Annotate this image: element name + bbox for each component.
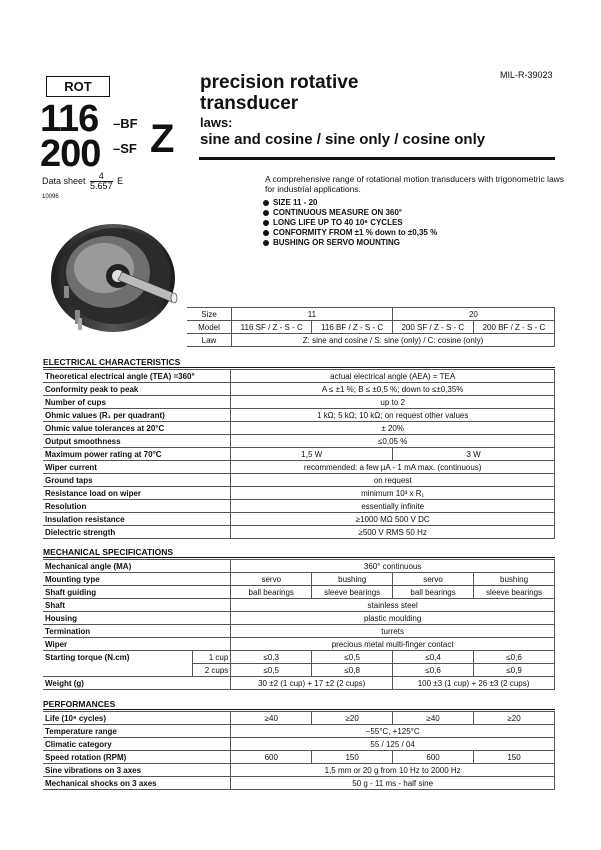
mil-standard: MIL-R-39023 — [500, 70, 553, 80]
spec-label: Ohmic values (R₁ per quadrant) — [43, 409, 231, 422]
spec-value: ball bearings — [393, 586, 474, 599]
spec-value: ≥500 V RMS 50 Hz — [231, 526, 555, 539]
spec-value: 3 W — [393, 448, 555, 461]
model-number-116: 116 — [40, 98, 99, 140]
spec-value: 150 — [312, 751, 393, 764]
data-sheet-label: Data sheet — [42, 175, 86, 186]
intro-text: A comprehensive range of rotational motion transducers with trigonometric laws for industrial applications. — [265, 174, 565, 194]
cup-label: 1 cup — [193, 651, 231, 664]
suffix-bf: –BF — [113, 116, 138, 131]
spec-value: ≤0,8 — [312, 664, 393, 677]
spec-label: Sine vibrations on 3 axes — [43, 764, 231, 777]
spec-label: Ground taps — [43, 474, 231, 487]
law-value: Z: sine and cosine / S: sine (only) / C: cosine (only) — [232, 334, 555, 347]
data-sheet-fraction — [90, 172, 113, 191]
spec-label: Termination — [43, 625, 231, 638]
laws-list: sine and cosine / sine only / cosine only — [200, 131, 486, 148]
spec-label: Shaft — [43, 599, 231, 612]
spec-label: Speed rotation (RPM) — [43, 751, 231, 764]
size-label: Size — [187, 308, 232, 321]
spec-value: 55 / 125 / 04 — [231, 738, 555, 751]
spec-label: Conformity peak to peak — [43, 383, 231, 396]
spec-value: ball bearings — [231, 586, 312, 599]
data-sheet-ref — [42, 172, 123, 191]
spec-value: 600 — [393, 751, 474, 764]
mechanical-table — [43, 559, 555, 690]
spec-label: Starting torque (N.cm) — [43, 651, 193, 664]
spec-value: ≥20 — [474, 712, 555, 725]
spec-value: 100 ±3 (1 cup) + 26 ±3 (2 cups) — [393, 677, 555, 690]
spec-value: ≤0,4 — [393, 651, 474, 664]
spec-label: Mounting type — [43, 573, 231, 586]
spec-label: Life (10⁶ cycles) — [43, 712, 231, 725]
spec-label: Housing — [43, 612, 231, 625]
spec-value: actual electrical angle (AEA) = TEA — [231, 370, 555, 383]
spec-value: turrets — [231, 625, 555, 638]
spec-label: Number of cups — [43, 396, 231, 409]
title-line-2: transducer — [200, 93, 299, 114]
spec-label: Shaft guiding — [43, 586, 231, 599]
suffix-sf: –SF — [113, 141, 137, 156]
title-line-1: precision rotative — [200, 72, 359, 93]
spec-value: stainless steel — [231, 599, 555, 612]
spec-value: 30 ±2 (1 cup) + 17 ±2 (2 cups) — [231, 677, 393, 690]
spec-label: Resistance load on wiper — [43, 487, 231, 500]
spec-value: servo — [231, 573, 312, 586]
spec-value: ≤0,6 — [393, 664, 474, 677]
spec-label: Weight (g) — [43, 677, 231, 690]
spec-value: 1,5 mm or 20 g from 10 Hz to 2000 Hz — [231, 764, 555, 777]
spec-label: Temperature range — [43, 725, 231, 738]
laws-label: laws: — [200, 115, 233, 130]
model-cell: 116 BF / Z - S - C — [312, 321, 392, 334]
spec-value: 1 kΩ; 5 kΩ; 10 kΩ; on request other values — [231, 409, 555, 422]
spec-value: essentially infinite — [231, 500, 555, 513]
spec-value: 150 — [474, 751, 555, 764]
spec-value: 50 g - 11 ms - half sine — [231, 777, 555, 790]
spec-label: Insulation resistance — [43, 513, 231, 526]
spec-value: servo — [393, 573, 474, 586]
spec-label: Mechanical angle (MA) — [43, 560, 231, 573]
model-cell: 200 BF / Z - S - C — [473, 321, 554, 334]
feature-list — [263, 198, 437, 248]
size-11: 11 — [232, 308, 393, 321]
model-number-200: 200 — [40, 133, 101, 175]
spec-label: Mechanical shocks on 3 axes — [43, 777, 231, 790]
spec-label-blank — [43, 664, 193, 677]
spec-value: ≥40 — [231, 712, 312, 725]
data-sheet-edition: E — [117, 175, 124, 186]
spec-value: up to 2 — [231, 396, 555, 409]
spec-value: A ≤ ±1 %; B ≤ ±0,5 %; down to ≤±0,35% — [231, 383, 555, 396]
spec-value: bushing — [312, 573, 393, 586]
feature-item: CONTINUOUS MEASURE ON 360° — [263, 208, 437, 218]
model-label: Model — [187, 321, 232, 334]
feature-item: BUSHING OR SERVO MOUNTING — [263, 238, 437, 248]
spec-label: Dielectric strength — [43, 526, 231, 539]
spec-value: recommended: a few µA - 1 mA max. (continuous) — [231, 461, 555, 474]
spec-value: precious metal multi-finger contact — [231, 638, 555, 651]
spec-value: −55°C, +125°C — [231, 725, 555, 738]
spec-value: plastic moulding — [231, 612, 555, 625]
law-label: Law — [187, 334, 232, 347]
spec-value: bushing — [474, 573, 555, 586]
spec-value: 600 — [231, 751, 312, 764]
spec-label: Resolution — [43, 500, 231, 513]
spec-value: ≤0,5 — [231, 664, 312, 677]
spec-label: Ohmic value tolerances at 20°C — [43, 422, 231, 435]
spec-value: ≤0,6 — [474, 651, 555, 664]
feature-item: LONG LIFE UP TO 40 10⁶ CYCLES — [263, 218, 437, 228]
spec-label: Wiper current — [43, 461, 231, 474]
spec-value: on request — [231, 474, 555, 487]
spec-value: ≥1000 MΩ 500 V DC — [231, 513, 555, 526]
model-cell: 200 SF / Z - S - C — [392, 321, 473, 334]
spec-value: ≤0,3 — [231, 651, 312, 664]
spec-value: ≤0,5 — [312, 651, 393, 664]
performances-section-title: PERFORMANCES — [43, 699, 555, 710]
size-20: 20 — [392, 308, 554, 321]
cup-label: 2 cups — [193, 664, 231, 677]
data-sheet-numerator: 4 — [90, 172, 113, 182]
spec-value: ≥20 — [312, 712, 393, 725]
spec-label: Wiper — [43, 638, 231, 651]
spec-label: Climatic category — [43, 738, 231, 751]
spec-value: ± 20% — [231, 422, 555, 435]
reference-number: 10096 — [42, 194, 59, 200]
spec-label: Output smoothness — [43, 435, 231, 448]
feature-item: CONFORMITY FROM ±1 % down to ±0,35 % — [263, 228, 437, 238]
electrical-section-title: ELECTRICAL CHARACTERISTICS — [43, 357, 555, 368]
spec-value: ≥40 — [393, 712, 474, 725]
spec-label: Theoretical electrical angle (TEA) =360° — [43, 370, 231, 383]
spec-value: sleeve bearings — [474, 586, 555, 599]
model-cell: 116 SF / Z - S - C — [232, 321, 312, 334]
spec-value: ≤0,05 % — [231, 435, 555, 448]
performances-table — [43, 711, 555, 790]
mechanical-section-title: MECHANICAL SPECIFICATIONS — [43, 547, 555, 558]
law-z-letter: Z — [150, 117, 175, 161]
spec-value: minimum 10³ x R₁ — [231, 487, 555, 500]
spec-value: 360° continuous — [231, 560, 555, 573]
spec-value: 1,5 W — [231, 448, 393, 461]
rot-badge: ROT — [46, 76, 110, 97]
data-sheet-denominator: 5.657 — [90, 181, 113, 191]
electrical-table — [43, 369, 555, 539]
spec-value: sleeve bearings — [312, 586, 393, 599]
transducer-image — [38, 208, 188, 338]
spec-label: Maximum power rating at 70°C — [43, 448, 231, 461]
spec-value: ≤0,9 — [474, 664, 555, 677]
feature-item: SIZE 11 - 20 — [263, 198, 437, 208]
size-model-table — [187, 307, 555, 347]
header-rule — [199, 157, 555, 160]
